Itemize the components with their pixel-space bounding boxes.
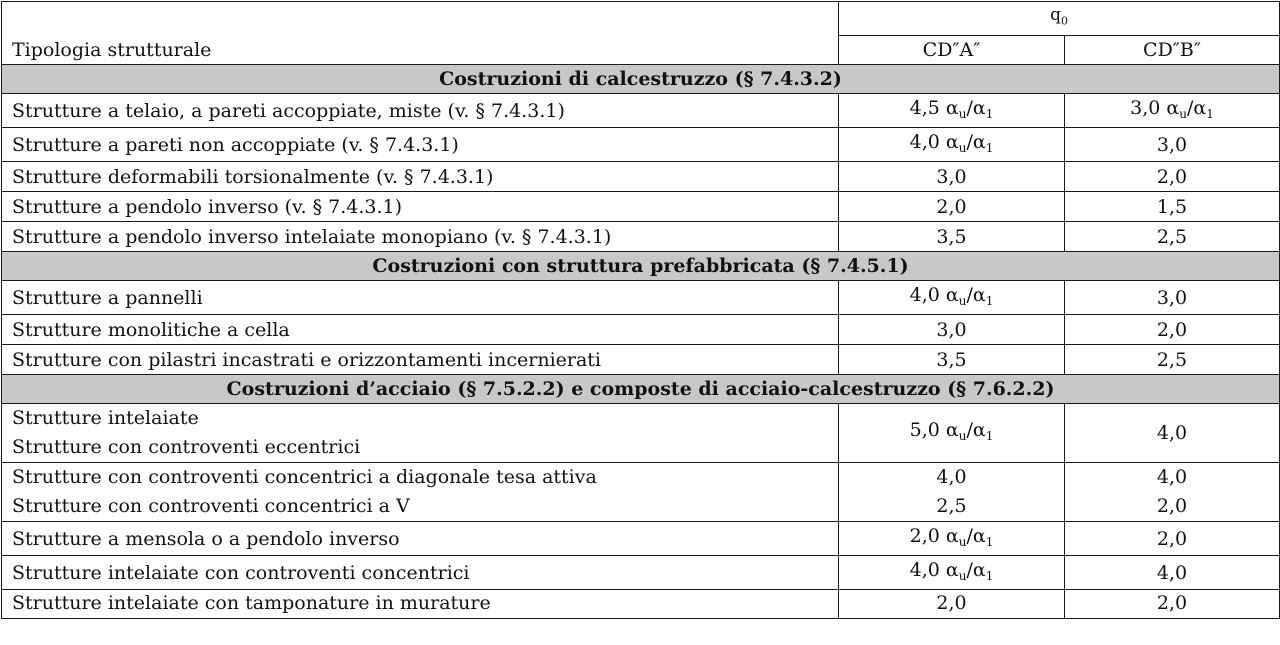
header-row-columns [2, 36, 1280, 65]
value-cd-b: 4,0 [1065, 556, 1280, 590]
value-cd-b: 2,0 [1065, 590, 1280, 619]
table-row [2, 94, 1280, 128]
row-label: Strutture a telaio, a pareti accoppiate, miste (v. § 7.4.3.1) [2, 94, 839, 128]
row-label: Strutture a pendolo inverso intelaiate monopiano (v. § 7.4.3.1) [2, 222, 839, 252]
value-cd-b: 4,0 2,0 [1065, 463, 1280, 522]
value-cd-a: 4,0 $\alpha_u/\alpha_1$ [839, 281, 1065, 315]
value-cd-a: 3,0 [839, 162, 1065, 192]
header-tipologia: Tipologia strutturale [2, 36, 839, 65]
row-label: Strutture monolitiche a cella [2, 315, 839, 345]
header-cd-a: CD″A″ [839, 36, 1065, 65]
section-title: Costruzioni con struttura prefabbricata (§ 7.4.5.1) [2, 252, 1280, 281]
table-row [2, 128, 1280, 162]
row-label [2, 404, 839, 463]
value-cd-a: 4,5 $\alpha_u/\alpha_1$ [839, 94, 1065, 128]
row-label: Strutture deformabili torsionalmente (v. § 7.4.3.1) [2, 162, 839, 192]
row-label: Strutture intelaiate con tamponature in murature [2, 590, 839, 619]
row-label: Strutture con pilastri incastrati e orizzontamenti incernierati [2, 345, 839, 375]
value-cd-b: 3,0 [1065, 281, 1280, 315]
q-subscript: 0 [1060, 14, 1068, 28]
table-row [2, 522, 1280, 556]
header-row-q0 [2, 2, 1280, 36]
table-row [2, 281, 1280, 315]
section-header-row [2, 65, 1280, 94]
value-cd-a: 5,0 $\alpha_u/\alpha_1$ [839, 404, 1065, 463]
row-label-line: Strutture con controventi concentrici a V [12, 495, 410, 517]
value-cd-b: 2,5 [1065, 222, 1280, 252]
value-cd-a: 3,0 [839, 315, 1065, 345]
header-cd-b: CD″B″ [1065, 36, 1280, 65]
section-header-row [2, 252, 1280, 281]
value-cd-a: 3,5 [839, 222, 1065, 252]
value-cd-b: 2,0 [1065, 315, 1280, 345]
value-cd-b: 2,0 [1065, 522, 1280, 556]
value-cd-b: 3,0 $\alpha_u/\alpha_1$ [1065, 94, 1280, 128]
table-row [2, 162, 1280, 192]
row-label-line: Strutture intelaiate [12, 407, 199, 429]
value-cd-a: 2,0 [839, 192, 1065, 222]
table-row [2, 222, 1280, 252]
value-cd-a: 2,0 $\alpha_u/\alpha_1$ [839, 522, 1065, 556]
value-cd-a: 4,0 $\alpha_u/\alpha_1$ [839, 128, 1065, 162]
row-label [2, 463, 839, 522]
value-cd-a: 4,0 2,5 [839, 463, 1065, 522]
row-label: Strutture intelaiate con controventi concentrici [2, 556, 839, 590]
row-label-line: Strutture con controventi eccentrici [12, 436, 361, 458]
row-label: Strutture a pannelli [2, 281, 839, 315]
header-q0 [839, 2, 1280, 36]
table-row [2, 315, 1280, 345]
table-row [2, 463, 1280, 522]
row-label-line: Strutture con controventi concentrici a diagonale tesa attiva [12, 466, 597, 488]
q-symbol: q [1050, 5, 1061, 26]
value-cd-a: 2,0 [839, 590, 1065, 619]
table-row [2, 192, 1280, 222]
header-blank-cell [2, 2, 839, 36]
value-cd-b: 1,5 [1065, 192, 1280, 222]
section-header-row [2, 375, 1280, 404]
value-cd-a: 4,0 $\alpha_u/\alpha_1$ [839, 556, 1065, 590]
row-label: Strutture a pendolo inverso (v. § 7.4.3.1) [2, 192, 839, 222]
table-row [2, 345, 1280, 375]
section-title: Costruzioni d’acciaio (§ 7.5.2.2) e composte di acciaio-calcestruzzo (§ 7.6.2.2) [2, 375, 1280, 404]
table-row [2, 590, 1280, 619]
row-label: Strutture a pareti non accoppiate (v. § 7.4.3.1) [2, 128, 839, 162]
value-cd-b: 3,0 [1065, 128, 1280, 162]
table-row [2, 404, 1280, 463]
row-label: Strutture a mensola o a pendolo inverso [2, 522, 839, 556]
value-cd-b: 2,0 [1065, 162, 1280, 192]
value-cd-b: 2,5 [1065, 345, 1280, 375]
value-cd-a: 3,5 [839, 345, 1065, 375]
value-cd-b: 4,0 [1065, 404, 1280, 463]
section-title: Costruzioni di calcestruzzo (§ 7.4.3.2) [2, 65, 1280, 94]
behaviour-factor-table [1, 1, 1280, 619]
table-row [2, 556, 1280, 590]
